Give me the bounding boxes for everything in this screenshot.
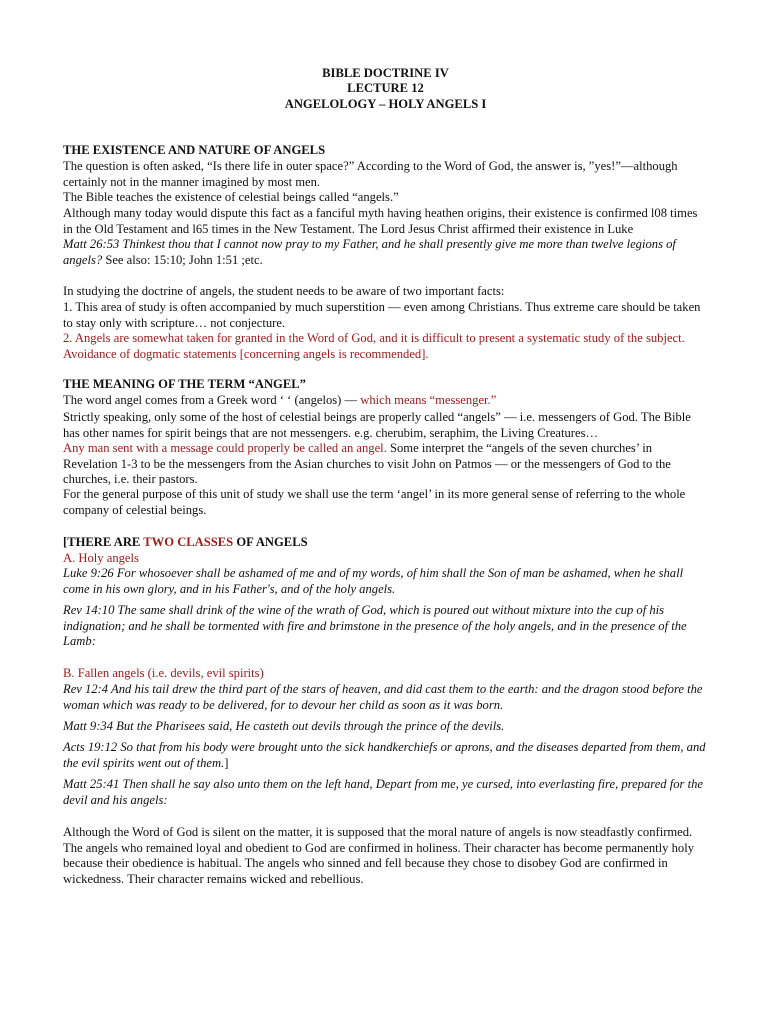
acts-19-12-quote: Acts 19:12 So that from his body were brought unto the sick handkerchiefs or aprons, and the diseases departed from them, and the evil spirits went out of them. [63, 740, 706, 770]
classes-heading-start: [THERE ARE [63, 535, 144, 549]
meaning-para-3 [63, 441, 708, 488]
fallen-angels-label: B. Fallen angels (i.e. devils, evil spirits) [63, 666, 264, 680]
acts-19-12-para [63, 740, 708, 771]
meaning-para-1 [63, 393, 708, 409]
matt-26-53-quote: Matt 26:53 Thinkest thou that I cannot now pray to my Father, and he shall presently give me more than twelve legions of angels? [63, 237, 676, 267]
existence-para-1: The question is often asked, “Is there life in outer space?” According to the Word of God, the answer is, ”yes!”—although certainly not in the manner imagined by most men. [63, 159, 678, 189]
fact-2-text: Angels are somewhat taken for granted in the Word of God, and it is difficult to present a systematic study of the subject. Avoidance of dogmatic statements [concerning angels is recommended]. [63, 331, 685, 361]
luke-9-26-quote: Luke 9:26 For whosoever shall be ashamed of me and of my words, of him shall the Son of man be ashamed, when he shall come in his own glory, and in his Father's, and of the holy angels. [63, 566, 684, 596]
fact-2-number: 2. [63, 331, 75, 345]
fact-1: 1. This area of study is often accompanied by much superstition — even among Christians. Thus extreme care should be taken to stay only with scripture… not conjecture. [63, 300, 701, 330]
classes-heading [63, 535, 708, 551]
facts-intro: In studying the doctrine of angels, the student needs to be aware of two important facts: [63, 284, 505, 298]
existence-para-2: The Bible teaches the existence of celestial beings called “angels.” [63, 190, 399, 204]
existence-para-4 [63, 237, 708, 268]
classes-heading-two-classes: TWO CLASSES [143, 535, 234, 549]
rev-14-10-quote: Rev 14:10 The same shall drink of the wine of the wrath of God, which is poured out without mixture into the cup of his indignation; and he shall be tormented with fire and brimstone in the presence of the holy angels, and in the presence of the Lamb: [63, 603, 687, 648]
meaning-para-3-rest: Some interpret the “angels of the seven churches’ in Revelation 1-3 to be the messengers from the Asian churches to visit John on Patmos — or the messengers of God to the churches, i.e. their pastors. [63, 441, 671, 486]
lecture-number: LECTURE 12 [347, 81, 424, 95]
closing-bracket: ] [224, 755, 229, 770]
meaning-para-2: Strictly speaking, only some of the host of celestial beings are properly called “angels” — i.e. messengers of God. The Bible has other names for spirit beings that are not messengers. e.g. cherubim, seraphim, the Living Creatures… [63, 410, 691, 440]
matt-9-34-quote: Matt 9:34 But the Pharisees said, He casteth out devils through the prince of the devils. [63, 719, 505, 733]
existence-para-3: Although many today would dispute this fact as a fanciful myth having heathen origins, their existence is confirmed l08 times in the Old Testament and l65 times in the New Testament. The Lord Jesus Christ affirmed their existence in Luke [63, 206, 698, 236]
closing-paragraph: Although the Word of God is silent on the matter, it is supposed that the moral nature of angels is now steadfastly confirmed. The angels who remained loyal and obedient to God are confirmed in holiness. Their character has become permanently holy because their obedience is habitual. The angels who sinned and fell because they chose to disobey God are confirmed in wickedness. Their character remains wicked and rebellious. [63, 825, 694, 886]
matt-25-41-quote: Matt 25:41 Then shall he say also unto them on the left hand, Depart from me, ye cursed, into everlasting fire, prepared for the devil and his angels: [63, 777, 703, 807]
rev-12-4-quote: Rev 12:4 And his tail drew the third part of the stars of heaven, and did cast them to the earth: and the dragon stood before the woman which was ready to be delivered, for to devour her child as soon as it was born. [63, 682, 703, 712]
meaning-para-1-text: The word angel comes from a Greek word ‘ ‘ (angelos) — [63, 393, 361, 407]
holy-angels-label: A. Holy angels [63, 551, 139, 565]
fact-2 [63, 331, 708, 362]
existence-heading: THE EXISTENCE AND NATURE OF ANGELS [63, 143, 326, 157]
meaning-message-sentence: Any man sent with a message could properly be called an angel. [63, 441, 387, 455]
course-title: BIBLE DOCTRINE IV [322, 66, 449, 80]
classes-heading-end: OF ANGELS [233, 535, 308, 549]
meaning-para-4: For the general purpose of this unit of study we shall use the term ‘angel’ in its more general sense of referring to the whole company of celestial beings. [63, 487, 686, 517]
meaning-heading: THE MEANING OF THE TERM “ANGEL” [63, 377, 306, 391]
see-also-refs: See also: 15:10; John 1:51 ;etc. [102, 252, 263, 267]
lecture-title: ANGELOLOGY – HOLY ANGELS I [284, 97, 487, 111]
meaning-messenger: which means “messenger.” [360, 393, 497, 407]
